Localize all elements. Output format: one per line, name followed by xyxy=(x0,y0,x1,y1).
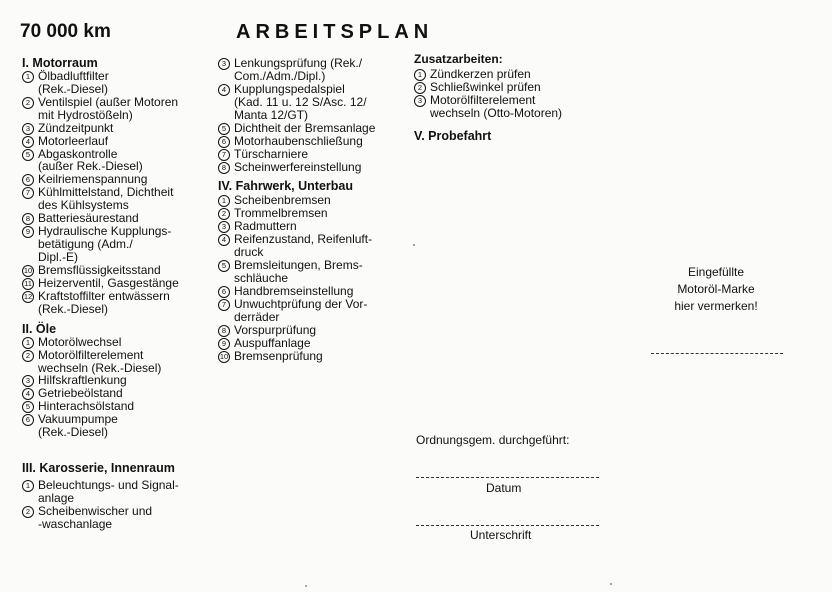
item-text: Getriebeölstand xyxy=(38,386,123,401)
zusatz-list xyxy=(414,68,624,120)
list-item xyxy=(22,186,212,212)
list-item xyxy=(218,122,408,135)
date-field-line[interactable] xyxy=(416,477,599,478)
column-right xyxy=(414,53,624,143)
item-text: Scheinwerfereinstellung xyxy=(234,159,362,174)
list-item xyxy=(22,70,212,96)
item-number: 8 xyxy=(22,213,34,225)
item-text: Scheibenwischer und -waschanlage xyxy=(38,503,153,531)
item-text: Motorölfilterelement wechseln (Otto-Motoren) xyxy=(430,92,563,120)
karosserie-list-part2 xyxy=(218,57,408,174)
item-number: 5 xyxy=(218,123,230,135)
item-text: Reifenzustand, Reifenluft- druck xyxy=(234,232,373,260)
item-number: 5 xyxy=(218,260,230,272)
item-text: Bremsflüssigkeitsstand xyxy=(38,262,161,277)
item-number: 5 xyxy=(22,401,34,413)
oil-brand-field-line[interactable] xyxy=(651,353,783,354)
item-number: 3 xyxy=(218,58,230,70)
item-text: Lenkungsprüfung (Rek./ Com./Adm./Dipl.) xyxy=(234,56,363,83)
oele-list xyxy=(22,336,212,440)
item-number: 6 xyxy=(218,286,230,298)
item-number: 4 xyxy=(22,136,34,148)
item-text: Hinterachsölstand xyxy=(38,399,135,414)
item-number: 1 xyxy=(218,195,230,207)
list-item xyxy=(218,148,408,161)
item-text: Zündkerzen prüfen xyxy=(430,66,531,81)
section-title-motorraum: I. Motorraum xyxy=(22,56,98,70)
item-text: Unwuchtprüfung der Vor- derräder xyxy=(234,297,368,324)
speck-mark xyxy=(305,585,307,587)
list-item xyxy=(218,324,408,337)
list-item xyxy=(22,122,212,135)
signature-field-line[interactable] xyxy=(416,525,599,526)
item-text: Bremsleitungen, Brems- schläuche xyxy=(234,258,363,286)
item-text: Radmuttern xyxy=(234,219,297,234)
list-item xyxy=(414,81,624,94)
list-item xyxy=(22,479,212,505)
date-label: Datum xyxy=(486,481,522,495)
item-text: Keilriemenspannung xyxy=(38,172,148,187)
list-item xyxy=(22,336,212,349)
item-number: 1 xyxy=(414,69,426,81)
motorraum-list xyxy=(22,70,212,316)
item-number: 6 xyxy=(218,136,230,148)
item-number: 2 xyxy=(414,82,426,94)
column-middle xyxy=(218,57,408,363)
item-text: Vorspurprüfung xyxy=(234,322,317,337)
item-number: 1 xyxy=(22,337,34,349)
item-text: Ölbadluftfilter (Rek.-Diesel) xyxy=(38,68,109,96)
column-left xyxy=(22,57,212,531)
item-number: 11 xyxy=(22,278,34,290)
item-number: 1 xyxy=(22,71,34,83)
section-title-oele: II. Öle xyxy=(22,321,57,336)
list-item xyxy=(218,350,408,363)
item-number: 9 xyxy=(218,338,230,350)
item-number: 7 xyxy=(22,187,34,199)
item-text: Abgaskontrolle (außer Rek.-Diesel) xyxy=(38,146,143,174)
item-text: Scheibenbremsen xyxy=(234,193,331,208)
item-text: Beleuchtungs- und Signal- anlage xyxy=(38,478,179,506)
item-text: Hilfskraftlenkung xyxy=(38,373,127,388)
item-number: 2 xyxy=(22,97,34,109)
list-item xyxy=(22,135,212,148)
item-text: Motorhaubenschließung xyxy=(234,133,363,148)
item-text: Handbremseinstellung xyxy=(234,284,354,299)
item-number: 7 xyxy=(218,149,230,161)
item-number: 10 xyxy=(219,351,229,361)
item-text: Hydraulische Kupplungs- betätigung (Adm./ Dipl.-E) xyxy=(38,224,172,264)
item-number: 7 xyxy=(218,299,230,311)
mileage-label: 70 000 km xyxy=(20,21,111,42)
list-item xyxy=(22,290,212,316)
item-number: 9 xyxy=(22,226,34,238)
list-item xyxy=(218,233,408,259)
item-number: 5 xyxy=(22,149,34,161)
list-item xyxy=(218,57,408,83)
item-text: Schließwinkel prüfen xyxy=(430,79,541,94)
list-item xyxy=(22,349,212,375)
item-text: Vakuumpumpe (Rek.-Diesel) xyxy=(38,412,118,440)
list-item xyxy=(414,94,624,120)
item-text: Auspuffanlage xyxy=(234,335,311,350)
page-title: ARBEITSPLAN xyxy=(236,21,434,43)
list-item xyxy=(22,277,212,290)
item-number: 3 xyxy=(218,221,230,233)
list-item xyxy=(218,83,408,122)
item-number: 4 xyxy=(218,234,230,246)
item-number: 4 xyxy=(218,84,230,96)
item-text: Kupplungspedalspiel (Kad. 11 u. 12 S/Asc. 12/ Manta 12/GT) xyxy=(234,81,367,122)
list-item xyxy=(22,148,212,174)
section-title-probefahrt: V. Probefahrt xyxy=(414,128,492,143)
item-number: 2 xyxy=(22,350,34,362)
item-number: 3 xyxy=(414,95,426,107)
list-item xyxy=(22,96,212,122)
list-item xyxy=(22,264,212,277)
signature-label: Unterschrift xyxy=(470,528,532,542)
item-number: 4 xyxy=(22,388,34,400)
fahrwerk-list xyxy=(218,194,408,362)
item-text: Kraftstoffilter entwässern (Rek.-Diesel) xyxy=(38,288,170,316)
item-text: Heizerventil, Gasgestänge xyxy=(38,275,179,290)
item-text: Dichtheit der Bremsanlage xyxy=(234,120,376,135)
item-text: Kühlmittelstand, Dichtheit des Kühlsystems xyxy=(38,185,174,213)
section-title-zusatz: Zusatzarbeiten: xyxy=(414,52,503,66)
section-title-fahrwerk: IV. Fahrwerk, Unterbau xyxy=(218,178,353,193)
item-number: 6 xyxy=(22,174,34,186)
item-text: Zündzeitpunkt xyxy=(38,120,114,135)
list-item xyxy=(218,337,408,350)
item-text: Motorleerlauf xyxy=(38,133,109,148)
section-title-karosserie: III. Karosserie, Innenraum xyxy=(22,461,175,476)
item-text: Ventilspiel (außer Motoren mit Hydrostößeln) xyxy=(38,94,179,122)
speck-mark xyxy=(413,244,415,246)
speck-mark xyxy=(610,583,612,585)
item-text: Motorölwechsel xyxy=(38,334,122,349)
item-number: 12 xyxy=(23,291,33,301)
item-number: 2 xyxy=(218,208,230,220)
item-text: Türscharniere xyxy=(234,146,309,161)
list-item xyxy=(22,505,212,531)
list-item xyxy=(218,135,408,148)
list-item xyxy=(414,68,624,81)
item-number: 8 xyxy=(218,325,230,337)
item-text: Trommelbremsen xyxy=(234,206,328,221)
item-number: 1 xyxy=(22,480,34,492)
item-number: 8 xyxy=(218,162,230,174)
oil-brand-note: Eingefüllte Motoröl-Marke hier vermerken! xyxy=(674,265,758,313)
item-text: Motorölfilterelement wechseln (Rek.-Diesel) xyxy=(38,347,162,375)
signoff-label: Ordnungsgem. durchgeführt: xyxy=(416,433,570,447)
list-item xyxy=(218,259,408,285)
item-number: 3 xyxy=(22,123,34,135)
item-text: Bremsenprüfung xyxy=(234,348,323,363)
list-item xyxy=(22,413,212,439)
item-number: 10 xyxy=(23,265,33,275)
item-number: 3 xyxy=(22,375,34,387)
item-number: 2 xyxy=(22,506,34,518)
list-item xyxy=(218,161,408,174)
karosserie-list-part1 xyxy=(22,479,212,531)
item-number: 6 xyxy=(22,414,34,426)
list-item xyxy=(22,225,212,264)
item-text: Batteriesäurestand xyxy=(38,211,139,226)
list-item xyxy=(218,298,408,324)
